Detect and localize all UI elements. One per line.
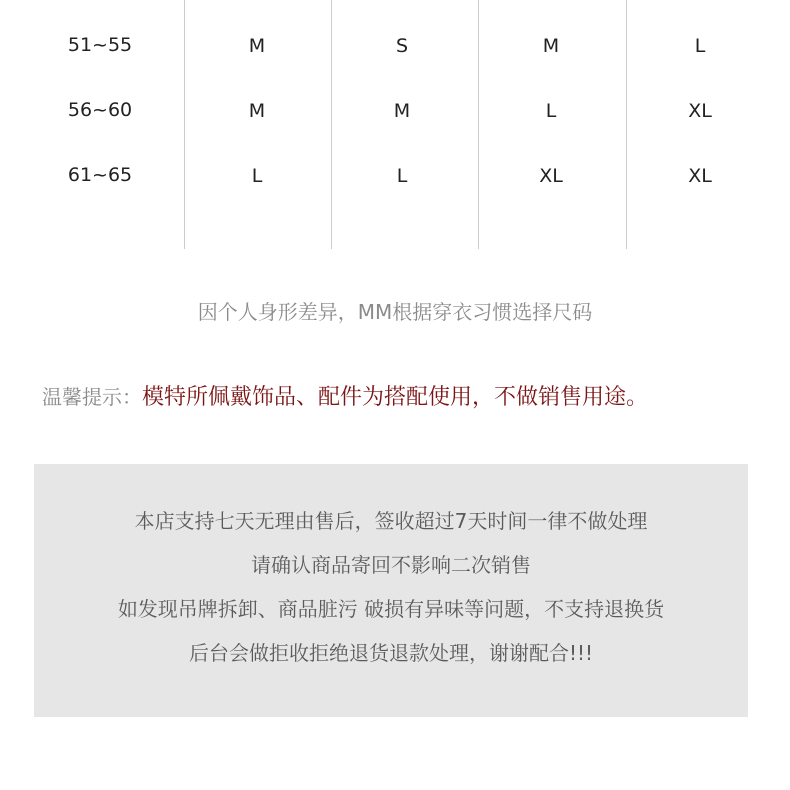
tip-text: 模特所佩戴饰品、配件为搭配使用，不做销售用途。 xyxy=(142,385,649,410)
size-cell: S xyxy=(395,35,409,57)
policy-line: 请确认商品寄回不影响二次销售 xyxy=(251,553,531,577)
tip-label: 温馨提示： xyxy=(42,385,142,409)
size-cell: M xyxy=(248,35,266,57)
size-cell: M xyxy=(542,35,560,57)
weight-cell: 51~55 xyxy=(67,34,133,56)
size-cell: L xyxy=(545,100,557,122)
warm-tip xyxy=(42,381,648,414)
column-divider xyxy=(331,0,332,249)
after-sales-policy xyxy=(34,464,748,717)
size-cell: M xyxy=(248,100,266,122)
size-table xyxy=(0,0,790,250)
size-cell: M xyxy=(393,100,411,122)
policy-line: 后台会做拒收拒绝退货退款处理，谢谢配合!!! xyxy=(188,641,594,665)
weight-cell: 61~65 xyxy=(67,164,133,186)
policy-line: 本店支持七天无理由售后，签收超过7天时间一律不做处理 xyxy=(134,509,648,533)
size-cell: XL xyxy=(688,165,712,187)
size-cell: L xyxy=(694,35,706,57)
size-cell: L xyxy=(251,165,263,187)
column-divider xyxy=(478,0,479,249)
column-divider xyxy=(626,0,627,249)
size-cell: XL xyxy=(688,100,712,122)
size-cell: L xyxy=(396,165,408,187)
size-cell: XL xyxy=(539,165,563,187)
policy-line: 如发现吊牌拆卸、商品脏污 破损有异味等问题，不支持退换货 xyxy=(117,597,665,621)
column-divider xyxy=(184,0,185,249)
weight-cell: 56~60 xyxy=(67,99,133,121)
size-note: 因个人身形差异，MM根据穿衣习惯选择尺码 xyxy=(197,300,593,324)
